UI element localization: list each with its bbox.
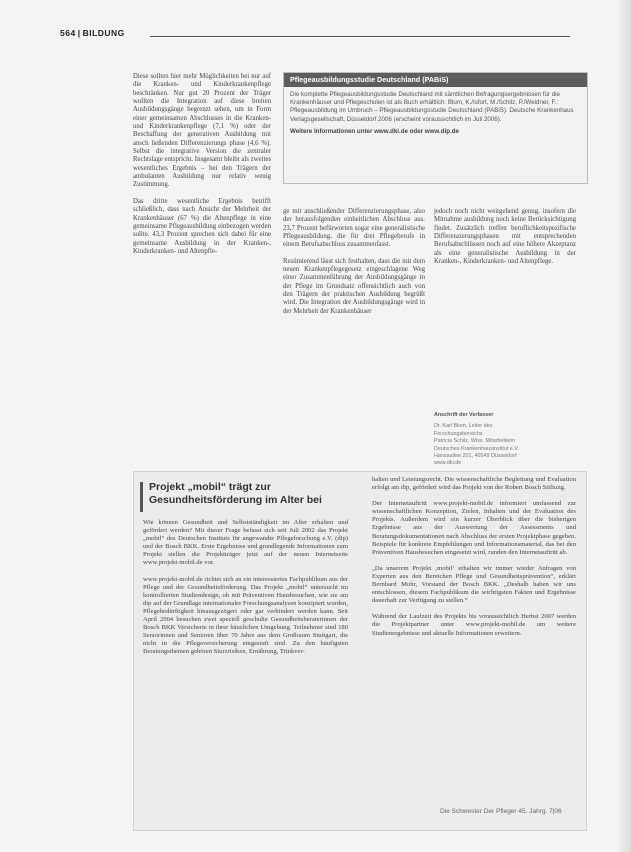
header-separator: | (77, 28, 81, 38)
paragraph: Resümierend lässt sich festhalten, dass die mit dem neuen Krankenpflegegesetz eingeschlagene Weg einer Zusammenführung der Ausbildungsgänge in der Pflege im Grundsatz offensichtlich auch von den Trägern der praktischen Ausbildung begrüßt wird. Die Integration der Ausbildungsgänge wird in der Mehrheit der Krankenhäuser (283, 257, 425, 315)
project-box-accent-bar (140, 482, 143, 512)
page-footer: Die Schwester Der Pfleger 45. Jahrg. 7|06 (440, 808, 562, 815)
paragraph: halten und Leistungsrecht. Die wissenschaftliche Begleitung und Evaluation erfolgt am dip, gefördert wird das Projekt von der Robert Bosch Stiftung. (372, 476, 576, 492)
info-box (283, 72, 588, 184)
paragraph: Wie können Gesundheit und Selbstständigkeit im Alter erhalten und gefördert werden? Mit dieser Frage befasst sich seit Juli 2002 das Projekt „mobil“ des Deutschen Instituts für angewandte Pflegeforschung e.V. (dip) und der Bosch BKK. Erste Ergebnisse und grundlegende Informationen zum Projekt stellen die Projektträger jetzt auf der neuen Internetseite www.projekt-mobil.de vor. (143, 519, 348, 567)
page-header (60, 28, 125, 38)
header-rule (150, 36, 570, 37)
paragraph: Der Internetauftritt www.projekt-mobil.de informiert umfassend zur wissenschaftlichen Konzeption, Zielen, Inhalten und der Evaluation des Projekts. Außerdem wird ein kurzer Überblick über die bisherigen Ergebnisse aus der Auswertung der Assessments und Beratungsdokumentationen nach Abschluss der ersten Projektphase gegeben. Beispiele für konkrete Empfehlungen und Informationsmaterial, das bei den Präventiven Hausbesuchen eingesetzt wird, runden den Internetauftritt ab. (372, 500, 576, 556)
info-box-body: Die komplette Pflegeausbildungsstudie Deutschland mit sämtlichen Befragungsergebnissen für die Krankenhäuser und Pflegeschulen ist als Buch erhältlich: Blum, K./Isfort, M./Schilz, P./Weidner, F.: Pflegeausbildung im Umbruch – Pflegeausbildungsstudie Deutschland (PABiS). Deutsche Krankenhaus Verlagsgesellschaft, Düsseldorf 2006 (erscheint voraussichtlich im Juli 2006). (290, 91, 574, 123)
section-title: BILDUNG (82, 28, 125, 38)
info-box-title: Pflegeausbildungsstudie Deutschland (PABiS) (284, 73, 587, 87)
project-box-column-2 (372, 476, 576, 646)
author-line: Forschungsbereichs (434, 430, 483, 437)
article-column-1 (133, 73, 271, 264)
project-box-title: Projekt „mobil“ trägt zur Gesundheitsförderung im Alter bei (149, 481, 322, 506)
author-line: Deutsches Krankenhausinstitut e.V. (434, 445, 519, 452)
paragraph: www.projekt-mobil.de richtet sich an ein interessiertes Fachpublikum aus der Pflege und der Gesundheitsförderung. Das Projekt „mobil“ untersucht im kontrollierten Studiendesign, ob mit Präventiven Hausbesuchen, wie sie am dip auf der Grundlage internationaler Forschungsanalysen konzipiert wurden, Pflegebedürftigkeit hinausgezögert oder gar verhindert werden kann. Seit April 2004 besuchen zwei speziell geschulte Gesundheitsberaterinnen der Bosch BKK Versicherte in ihrer häuslichen Umgebung. Teilnehmer sind 180 Seniorinnen und Senioren über 70 Jahre aus dem Großraum Stuttgart, die nicht in die Pflegeversicherung eingestuft sind. Zu den häufigsten Beratungsthemen gehören Sturzrisiken, Ernährung, Trinkver- (143, 575, 348, 656)
project-box-column-1 (143, 519, 348, 665)
paragraph: jedoch noch nicht weitgehend genug, insofern die Mitnahme ausbildung noch keine Berücksichtigung findet. Zusätzlich treffen beruflichkeitspezifische Differenzierungsphasen mit entsprechenden Berufsabschlüssen noch auf eine höhere Akzeptanz als eine generalistische Ausbildung in der Kranken-, Kinderkranken- und Altenpflege. (434, 208, 576, 266)
paragraph: Während der Laufzeit des Projekts bis voraussichtlich Herbst 2007 werden die Projektpartner unter www.projekt-mobil.de um weitere Studienergebnisse und aktuelle Informationen erweitern. (372, 613, 576, 637)
author-line: Patricia Schilz, Wiss. Mitarbeiterin (434, 438, 516, 445)
paragraph: ge mit anschließender Differenzierungsphase, also der herausfolgenden einheitlichen Abschluss aus. 23,7 Prozent befürworten sogar eine generalistische Pflegeausbildung, die für drei Pflegeberufe in einem Berufsabschluss zusammenfasst. (283, 208, 425, 249)
article-column-2 (283, 208, 425, 324)
article-column-3 (434, 208, 576, 274)
author-line: Hansaallee 201, 40549 Düsseldorf (434, 453, 517, 460)
author-address-title: Anschrift der Verfasser (434, 412, 494, 418)
paragraph: Diese sollten hier mehr Möglichkeiten bei nur auf die Kranken- und Kinderkrankenpflege beschränken. Nur gut 20 Prozent der Träger wollten die Integration auf diese breiten Ausbildungsgänge begrenzt sehen, um in Form einer gemeinsamen Abschlusses in die Kranken- und Kinderkrankenpflege (7,1 %) oder der Beschaffung der generativen Ausbildung mit ansch ließenden Differenzierungs phase (4,6 %). Selbst die integrative Version die zentraler Rechtslage entspricht. Insgesamt bleibt als zweites wesentliches Ergebnis – bei den Trägern der ambulanten Ausbildung nur relativ wenig Zustimmung. (133, 73, 271, 189)
author-line[interactable]: www.dki.de (434, 460, 462, 467)
author-address (434, 412, 574, 468)
info-box-link[interactable]: Weitere Informationen unter www.dki.de oder www.dip.de (290, 127, 459, 135)
author-line: Dr. Karl Blum, Leiter des (434, 423, 493, 430)
paragraph: Das dritte wesentliche Ergebnis betrifft schließlich, dass nach Ansicht der Mehrheit der Krankenhäuser (67 %) die Altenpflege in eine gemeinsame Pflegeausbildung einbezogen werden sollte. 43,3 Prozent sprechen sich dabei für eine gemeinsame Ausbildung in der Kranken-, Kinderkranken- und Altenpfle- (133, 197, 271, 255)
paragraph: „Da unserem Projekt ‚mobil‘ erhalten wir immer wieder Anfragen von Experten aus den Bereichen Pflege und Gesundheitsprävention“, erklärt Bernhard Mohr, Vorstand der Bosch BKK. „Deshalb haben wir uns entschlossen, diesem Fachpublikum die wichtigsten Fakten und Ergebnisse dauerhaft zur Verfügung zu stellen.“ (372, 564, 576, 605)
page-number: 564 (60, 28, 76, 38)
